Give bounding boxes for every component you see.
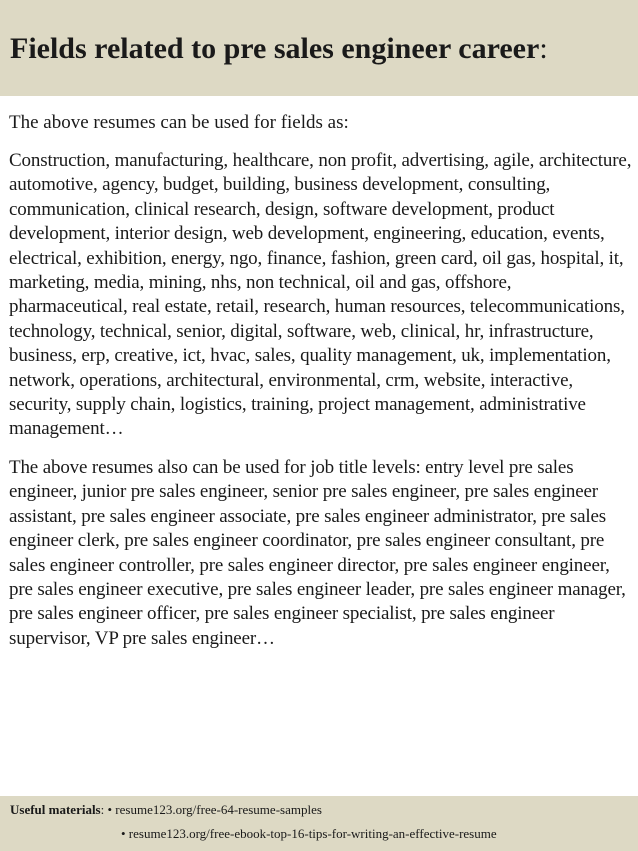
intro-text: The above resumes can be used for fields as:	[9, 112, 349, 133]
job-levels-paragraph: The above resumes also can be used for job title levels: entry level pre sales engineer, junior pre sales engineer, senior pre sales engineer, pre sales engineer assistant, pre sales engineer associate, pre sales engineer administrator, pre sales engineer clerk, pre sales engineer coordinator, pre sales engineer consultant, pre sales engineer controller, pre sales engineer director, pre sales engineer engineer, pre sales engineer executive, pre sales engineer leader, pre sales engineer manager, pre sales engineer officer, pre sales engineer specialist, pre sales engineer supervisor, VP pre sales engineer…	[9, 456, 626, 649]
page-title	[10, 31, 548, 67]
footer-row-1	[10, 800, 322, 820]
footer-band	[0, 796, 638, 851]
resume-samples-link[interactable]: • resume123.org/free-64-resume-samples	[107, 802, 322, 817]
useful-materials-colon: :	[100, 802, 105, 817]
header-band	[0, 0, 638, 96]
page-title-colon: :	[539, 32, 548, 65]
page-title-text: Fields related to pre sales engineer career	[10, 32, 540, 65]
fields-paragraph: Construction, manufacturing, healthcare, non profit, advertising, agile, architecture, automotive, agency, budget, building, business development, consulting, communication, clinical research, design, software development, product development, interior design, web development, engineering, education, events, electrical, exhibition, energy, ngo, finance, fashion, green card, oil gas, hospital, it, marketing, media, mining, nhs, non technical, oil and gas, offshore, pharmaceutical, real estate, retail, research, human resources, telecommunications, technology, technical, senior, digital, software, web, clinical, hr, infrastructure, business, erp, creative, ict, hvac, sales, quality management, uk, implementation, network, operations, architectural, environmental, crm, website, interactive, security, supply chain, logistics, training, project management, administrative management…	[9, 150, 632, 440]
useful-materials-label: Useful materials	[10, 802, 101, 817]
footer-row-2	[121, 824, 497, 844]
ebook-tips-link[interactable]: • resume123.org/free-ebook-top-16-tips-for-writing-an-effective-resume	[121, 826, 497, 841]
main-content	[9, 111, 633, 665]
